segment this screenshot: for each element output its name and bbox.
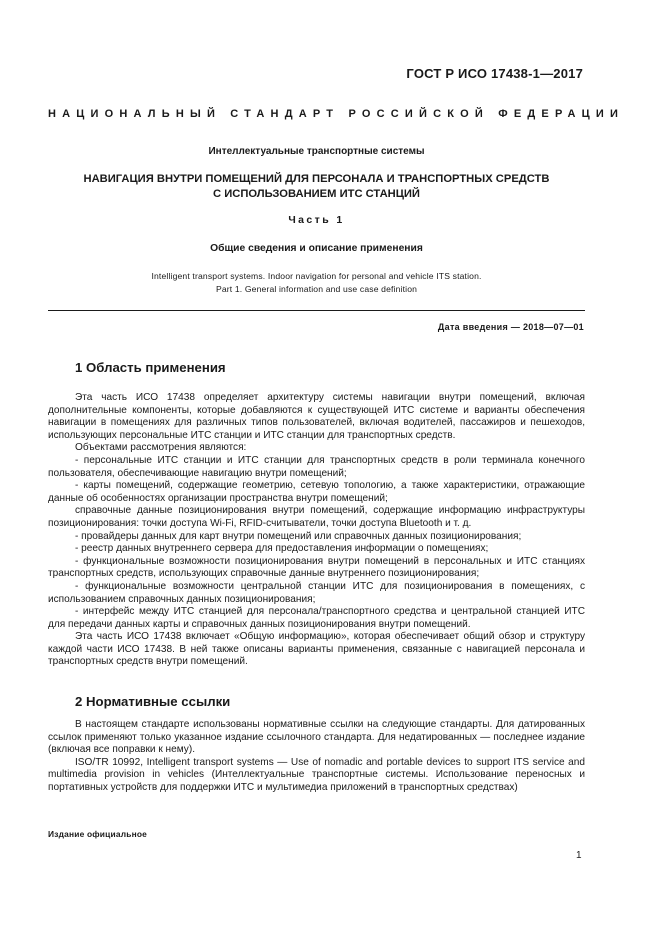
section-2-body (48, 719, 585, 795)
list-item: - функциональные возможности центральной станции ИТС для позиционирования в помещениях, с использованием справочных данных позиционирования; (48, 580, 585, 605)
title-line-1: НАВИГАЦИЯ ВНУТРИ ПОМЕЩЕНИЙ ДЛЯ ПЕРСОНАЛА И ТРАНСПОРТНЫХ СРЕДСТВ (83, 173, 550, 185)
official-edition-label: Издание официальное (48, 829, 147, 839)
reference-entry: ISO/TR 10992, Intelligent transport systems — Use of nomadic and portable devices to support ITS service and multimedia provision in vehicles (Интеллектуальные транспортные системы. Использование переносных и портативных устройств для поддержки ИТС и мультимедиа приложений в транспортных средствах) (48, 756, 585, 793)
national-standard-banner: НАЦИОНАЛЬНЫЙ СТАНДАРТ РОССИЙСКОЙ ФЕДЕРАЦИИ (48, 108, 625, 120)
paragraph: Объектами рассмотрения являются: (75, 442, 247, 454)
part-name: Общие сведения и описание применения (210, 243, 423, 254)
section-1-heading: 1 Область применения (75, 360, 226, 375)
list-item: - реестр данных внутреннего сервера для предоставления информации о помещениях; (75, 543, 489, 555)
section-2-heading: 2 Нормативные ссылки (75, 694, 231, 709)
section-1-body (48, 392, 585, 669)
english-title-line-1: Intelligent transport systems. Indoor navigation for personal and vehicle ITS station. (151, 271, 482, 281)
english-title-line-2: Part 1. General information and use case definition (215, 284, 418, 294)
document-title (48, 172, 585, 202)
list-item: - функциональные возможности позиционирования внутри помещений в персональных и ИТС станциях транспортных средств, использующих справочные данные внутреннего позиционирования; (48, 555, 585, 580)
series-title: Интеллектуальные транспортные системы (208, 146, 425, 157)
horizontal-divider (48, 310, 585, 311)
paragraph: В настоящем стандарте использованы нормативные ссылки на следующие стандарты. Для датированных ссылок применяют только указанное издание ссылочного стандарта. Для недатированных — последнее издание (включая все поправки к нему). (48, 719, 585, 756)
list-item: - интерфейс между ИТС станцией для персонала/транспортного средства и центральной станцией ИТС для передачи данных карты и справочных данных позиционирования внутри помещений. (48, 606, 585, 630)
list-item: - карты помещений, содержащие геометрию, сетевую топологию, а также характеристики, отражающие данные об особенностях организации пространства внутри помещений; (48, 480, 585, 504)
page-number: 1 (576, 850, 582, 861)
title-line-2: С ИСПОЛЬЗОВАНИЕМ ИТС СТАНЦИЙ (213, 188, 420, 200)
paragraph: Эта часть ИСО 17438 включает «Общую информацию», которая обеспечивает общий обзор и структуру каждой части ИСО 17438. В ней также описаны варианты применения, связанные с навигацией персонала и транспортных средств внутри помещений. (48, 631, 585, 668)
gost-number: ГОСТ Р ИСО 17438-1—2017 (406, 66, 583, 81)
introduction-date: Дата введения — 2018—07—01 (437, 322, 584, 332)
english-title (48, 270, 585, 296)
part-label: Часть 1 (288, 214, 345, 226)
list-item: справочные данные позиционирования внутри помещений, содержащие информацию инфраструктуры позиционирования: точки доступа Wi-Fi, RFID-считыватели, точки доступа Bluetooth и т. д. (48, 505, 585, 529)
list-item: - провайдеры данных для карт внутри помещений или справочных данных позиционирования; (75, 530, 522, 542)
paragraph: Эта часть ИСО 17438 определяет архитектуру системы навигации внутри помещений, включая дополнительные компоненты, которые добавляются к существующей ИТС системе и варианты обеспечения навигации в помещениях для различных типов пользователей, включая водителей, пассажиров и пешеходов, использующих персональные ИТС станции и ИТС станции для транспортных средств. (48, 392, 585, 441)
list-item: - персональные ИТС станции и ИТС станции для транспортных средств в роли терминала конечного пользователя, обеспечивающие навигацию внутри помещений; (48, 454, 585, 479)
